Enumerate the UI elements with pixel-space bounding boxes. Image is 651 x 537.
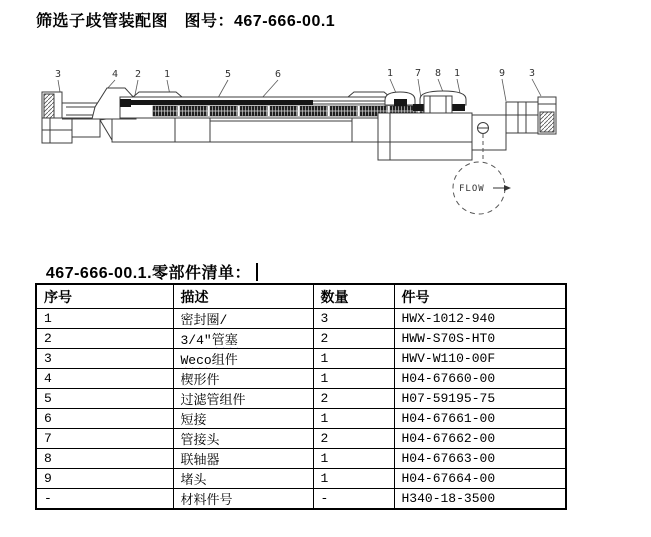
cell-part[interactable]: H07-59195-75	[394, 389, 566, 409]
callout-label: 3	[54, 69, 62, 80]
table-row	[36, 369, 566, 389]
cell-part[interactable]: HWX-1012-940	[394, 309, 566, 329]
cell-no[interactable]: 1	[36, 309, 173, 329]
cell-desc[interactable]: 过滤管组件	[173, 389, 313, 409]
text-cursor	[256, 263, 258, 281]
header-desc[interactable]: 描述	[173, 284, 313, 309]
cell-no[interactable]: 6	[36, 409, 173, 429]
table-row	[36, 469, 566, 489]
grammar-marked-text: 管塞	[211, 333, 238, 348]
table-row	[36, 389, 566, 409]
table-row	[36, 349, 566, 369]
cell-part[interactable]: H04-67664-00	[394, 469, 566, 489]
callout-label: 9	[498, 68, 506, 79]
header-part[interactable]: 件号	[394, 284, 566, 309]
cell-part[interactable]: HWW-S70S-HT0	[394, 329, 566, 349]
callout-labels	[55, 68, 535, 80]
callout-label: 5	[224, 69, 232, 80]
flow-arrow-icon	[504, 185, 511, 191]
right-union-flange	[472, 97, 556, 150]
callout-label: 7	[414, 68, 422, 79]
cell-qty[interactable]: 3	[313, 309, 394, 329]
cell-desc[interactable]: 管接头	[173, 429, 313, 449]
cell-desc[interactable]: 短接	[173, 409, 313, 429]
callout-label: 2	[134, 69, 142, 80]
cell-part[interactable]: HWV-W110-00F	[394, 349, 566, 369]
table-header-row	[36, 284, 566, 309]
callout-label: 1	[386, 68, 394, 79]
cell-qty[interactable]: 1	[313, 369, 394, 389]
cell-no[interactable]: 7	[36, 429, 173, 449]
table-row	[36, 329, 566, 349]
callout-label: 8	[434, 68, 442, 79]
cell-qty[interactable]: 2	[313, 429, 394, 449]
table-row	[36, 409, 566, 429]
cell-qty[interactable]: 1	[313, 469, 394, 489]
header-no[interactable]: 序号	[36, 284, 173, 309]
main-housing	[100, 117, 378, 142]
cell-desc[interactable]: 材料件号	[173, 489, 313, 510]
assembly-drawing[interactable]	[0, 0, 651, 240]
parts-list-heading[interactable]	[36, 242, 258, 283]
cell-desc[interactable]: 3/4"管塞	[173, 329, 313, 349]
cell-qty[interactable]: 1	[313, 449, 394, 469]
callout-label: 1	[163, 69, 171, 80]
cell-part[interactable]: H340-18-3500	[394, 489, 566, 510]
cell-desc[interactable]: 堵头	[173, 469, 313, 489]
cell-no[interactable]: 3	[36, 349, 173, 369]
table-row	[36, 429, 566, 449]
cell-no[interactable]: 5	[36, 389, 173, 409]
cell-desc[interactable]: 联轴器	[173, 449, 313, 469]
parts-table	[35, 283, 567, 510]
callout-label: 1	[453, 68, 461, 79]
cell-part[interactable]: H04-67663-00	[394, 449, 566, 469]
table-row	[36, 309, 566, 329]
cell-desc[interactable]: Weco组件	[173, 349, 313, 369]
cell-no[interactable]: 9	[36, 469, 173, 489]
mid-wing-lobe	[348, 92, 390, 97]
table-row	[36, 449, 566, 469]
cell-no[interactable]: 4	[36, 369, 173, 389]
cell-desc[interactable]: 楔形件	[173, 369, 313, 389]
spelling-marked-text: Weco	[180, 353, 212, 368]
cell-qty[interactable]: 2	[313, 329, 394, 349]
cell-qty[interactable]: 2	[313, 389, 394, 409]
cell-no[interactable]: 2	[36, 329, 173, 349]
cell-part[interactable]: H04-67662-00	[394, 429, 566, 449]
cell-no[interactable]: -	[36, 489, 173, 510]
callout-label: 6	[274, 69, 282, 80]
cell-qty[interactable]: 1	[313, 349, 394, 369]
callout-label: 4	[111, 69, 119, 80]
callout-label: 3	[528, 68, 536, 79]
cell-qty[interactable]: 1	[313, 409, 394, 429]
cell-qty[interactable]: -	[313, 489, 394, 510]
table-row	[36, 489, 566, 510]
document-title[interactable]: 筛选子歧管装配图 图号：467-666-00.1	[36, 13, 336, 30]
right-body	[378, 113, 472, 160]
cell-no[interactable]: 8	[36, 449, 173, 469]
flow-label: FLOW	[459, 184, 485, 194]
header-qty[interactable]: 数量	[313, 284, 394, 309]
cell-part[interactable]: H04-67661-00	[394, 409, 566, 429]
cell-desc[interactable]: 密封圈/	[173, 309, 313, 329]
left-wing-lobe	[133, 92, 182, 97]
parts-list-heading-text: 467-666-00.1.零部件清单：	[45, 265, 252, 282]
cell-part[interactable]: H04-67660-00	[394, 369, 566, 389]
